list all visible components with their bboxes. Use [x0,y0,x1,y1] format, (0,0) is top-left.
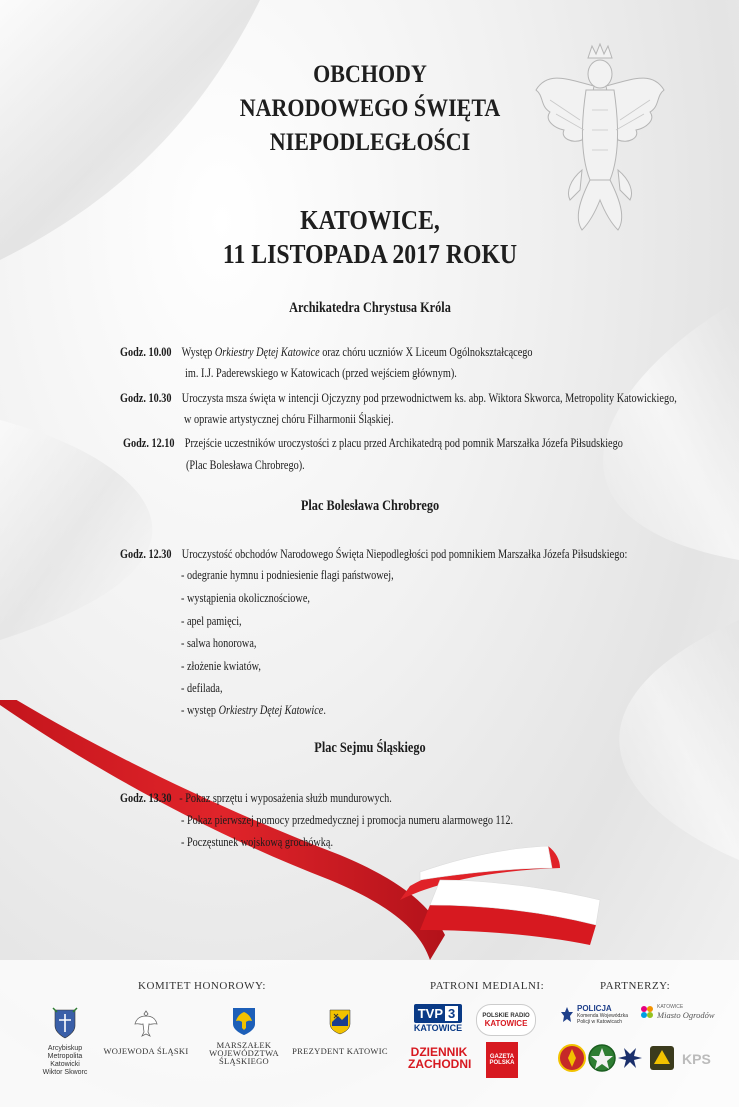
item-text-post: . [323,703,326,717]
title-line-2: NARODOWEGO ŚWIĘTA [239,95,501,122]
city-name: Miasto Ogrodów [657,1010,715,1020]
entry-time: Godz. 10.30 [120,391,172,405]
policja-logo [560,1004,640,1025]
dziennik-top: DZIENNIK [410,1045,468,1059]
marshal-caption-1: MARSZAŁEK [216,1040,272,1050]
polskie-radio-katowice-logo [476,1004,538,1036]
president-logo [286,1008,394,1055]
program-item: - wystąpienia okolicznościowe, [181,591,310,605]
radio-top: POLSKIE RADIO [482,1012,530,1019]
program-item: - odegranie hymnu i podniesienie flagi państwowej, [181,568,394,582]
archbishop-logo [40,1006,90,1077]
program-item: - defilada, [181,681,223,695]
entry-text-post: oraz chóru uczniów X Liceum Ogólnokształcącego [319,345,533,359]
program-item: - złożenie kwiatów, [181,659,261,673]
partners-heading: PARTNERZY: [600,980,671,992]
entry-text: Uroczysta msza święta w intencji Ojczyzny pod przewodnictwem ks. abp. Wiktora Skworca, Metropolity Katowickiego, [181,391,677,405]
schedule-entry-1 [120,344,533,360]
katowice-coat-of-arms-icon [328,1008,352,1036]
entry-time: Godz. 13.30 [120,791,172,805]
border-guard-cross-icon [618,1048,642,1068]
voivode-caption: WOJEWODA ŚLĄSKI [103,1046,189,1056]
program-item: - Pokaz pierwszej pomocy przedmedycznej i promocja numeru alarmowego 112. [181,813,514,827]
svg-text:KPS: KPS [682,1051,711,1067]
honorary-committee-heading: KOMITET HONOROWY: [138,980,266,992]
dziennik-bottom: ZACHODNI [408,1057,472,1071]
title-line-1: OBCHODY [313,61,427,88]
military-badge-icon [589,1045,615,1071]
schedule-entry-3 [123,435,623,451]
schedule-entry-1-cont: im. I.J. Paderewskiego w Katowicach (przed wejściem głównym). [185,366,457,380]
police-sub-2: Policji w Katowicach [577,1019,623,1025]
tvp-number: 3 [445,1006,458,1021]
police-sub-1: Komenda Wojewódzka [577,1013,629,1019]
entry-text: Występ [181,345,215,359]
entry-text: Uroczystość obchodów Narodowego Święta Niepodległości pod pomnikiem Marszałka Józefa Piłsudskiego: [181,547,628,561]
president-caption: PREZYDENT KATOWIC [292,1046,388,1056]
section-heading-plac-sejmu: Plac Sejmu Śląskiego [314,740,426,756]
tvp-brand: TVP [417,1006,444,1021]
gazeta-polska-logo [486,1042,522,1078]
marshal-logo [198,1006,290,1065]
garden-flower-icon [640,1005,654,1019]
archbishop-caption-1: Arcybiskup [47,1045,83,1052]
voivode-logo [100,1008,192,1055]
entry-text: - Pokaz sprzętu i wyposażenia służb mundurowych. [179,791,392,805]
archbishop-coat-of-arms-icon [51,1006,79,1040]
date-title: 11 LISTOPADA 2017 ROKU [222,239,518,269]
schedule-entry-5 [120,790,392,806]
tvp-city: KATOWICE [413,1023,463,1033]
schedule-entry-3-cont: (Plac Bolesława Chrobrego). [186,458,305,472]
entry-text: Przejście uczestników uroczystości z placu przed Archikatedrą pod pomnik Marszałka Józefa Piłsudskiego [184,436,623,450]
schedule-entry-4 [120,546,627,562]
section-heading-archikatedra: Archikatedra Chrystusa Króla [289,300,451,316]
entry-time: Godz. 10.00 [120,345,172,359]
dziennik-zachodni-logo [408,1046,470,1070]
media-patrons-heading: PATRONI MEDIALNI: [430,980,545,992]
entry-italic: Orkiestry Dętej Katowice [214,345,320,359]
program-item: - Poczęstunek wojskową grochówką. [181,835,334,849]
archbishop-caption-2: Metropolita Katowicki [47,1053,83,1068]
katowice-miasto-ogrodow-logo [640,1004,720,1020]
city-title: KATOWICE, [300,205,440,235]
kps-logo-icon [682,1051,711,1067]
title-line-3: NIEPODLEGŁOŚCI [269,129,471,156]
city-small: KATOWICE [657,1004,684,1010]
police-star-icon [560,1006,574,1024]
entry-time: Godz. 12.30 [120,547,172,561]
radio-bottom: KATOWICE [484,1018,528,1028]
archbishop-caption-3: Wiktor Skworc [42,1069,88,1076]
program-item: - apel pamięci, [181,614,242,628]
partner-badges [558,1040,718,1076]
program-item: - salwa honorowa, [181,636,257,650]
army-unit-badge-icon [650,1046,674,1070]
eagle-emblem-icon [133,1008,159,1038]
gazeta-top: GAZETA [489,1054,515,1060]
section-heading-plac-chrobrego: Plac Bolesława Chrobrego [300,498,440,514]
silesian-eagle-icon [231,1006,257,1036]
fire-brigade-badge-icon [559,1045,585,1071]
entry-time: Godz. 12.10 [123,436,175,450]
schedule-entry-2-cont: w oprawie artystycznej chóru Filharmonii Śląskiej. [184,412,394,426]
marshal-caption-2: WOJEWÓDZTWA ŚLĄSKIEGO [209,1048,279,1066]
schedule-entry-2 [120,390,677,406]
tvp3-katowice-logo [408,1004,468,1033]
item-text: - występ [181,703,219,717]
item-italic: Orkiestry Dętej Katowice [218,703,324,717]
police-title: POLICJA [577,1004,612,1013]
gazeta-bottom: POLSKA [489,1060,515,1066]
